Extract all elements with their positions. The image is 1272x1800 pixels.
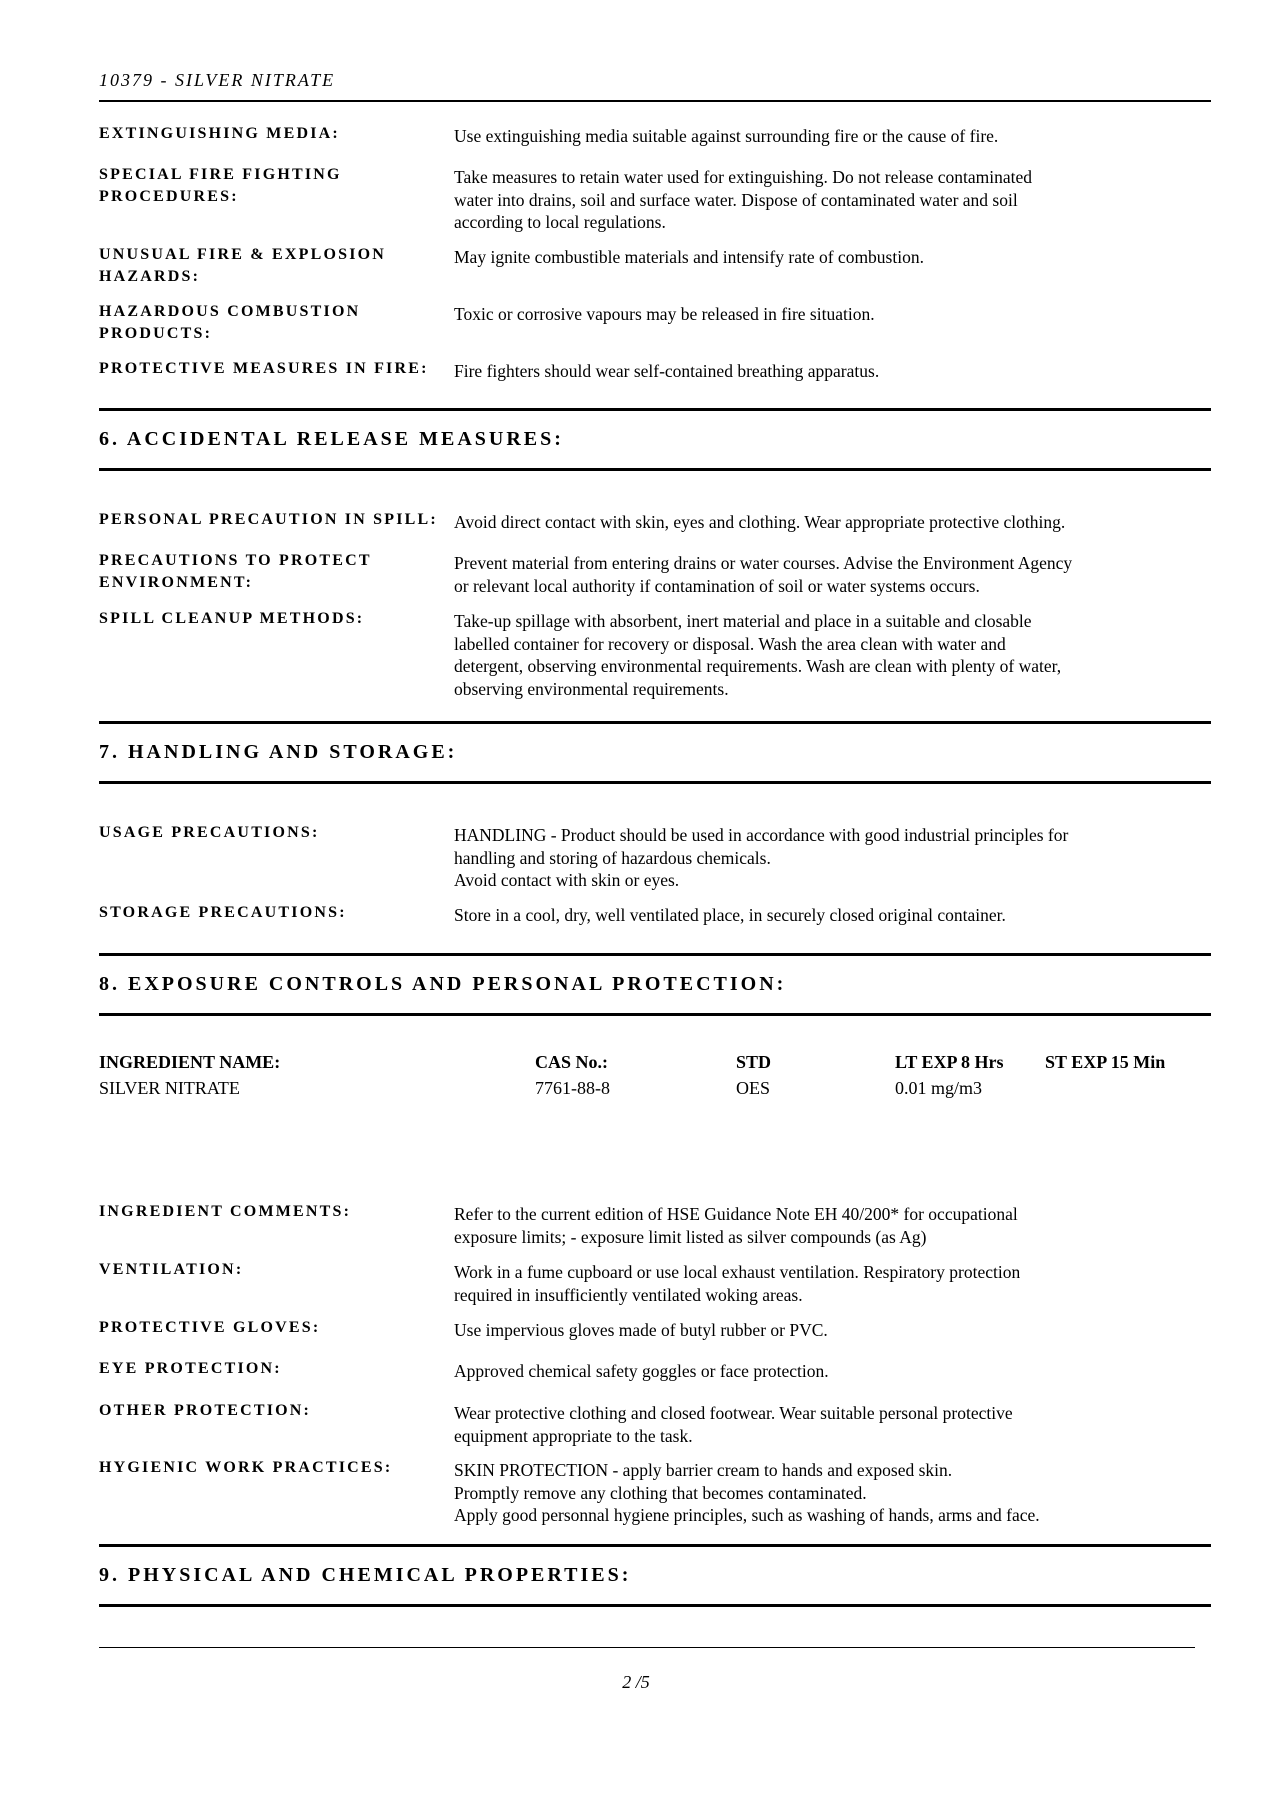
protective-measures-fire-label: PROTECTIVE MEASURES IN FIRE: xyxy=(99,360,429,377)
usage-precautions-value: HANDLING - Product should be used in accordance with good industrial principles for handling and storing of hazardous chemicals. Avoid contact with skin or eyes. xyxy=(454,825,1069,890)
extinguishing-media-value: Use extinguishing media suitable against surrounding fire or the cause of fire. xyxy=(454,126,999,146)
section-6-bottom-rule xyxy=(99,468,1211,471)
section-9-bottom-rule xyxy=(99,1604,1211,1607)
unusual-fire-hazards-label: UNUSUAL FIRE & EXPLOSION HAZARDS: xyxy=(99,246,387,285)
hygienic-practices-label: HYGIENIC WORK PRACTICES: xyxy=(99,1459,393,1476)
other-protection-value: Wear protective clothing and closed footwear. Wear suitable personal protective equipment appropriate to the task. xyxy=(454,1403,1013,1446)
ventilation-value: Work in a fume cupboard or use local exhaust ventilation. Respiratory protection required in insufficiently ventilated woking areas. xyxy=(454,1262,1021,1305)
ingredient-comments-label: INGREDIENT COMMENTS: xyxy=(99,1203,352,1220)
document-title: 10379 - SILVER NITRATE xyxy=(99,70,336,90)
spill-cleanup-value: Take-up spillage with absorbent, inert material and place in a suitable and closable labelled container for recovery or disposal. Wash the area clean with water and detergent, observing environmental requirements. Wash are clean with plenty of water, observing environmental requirements. xyxy=(454,611,1062,699)
table-header-ingredient: INGREDIENT NAME: xyxy=(99,1052,281,1072)
header-rule xyxy=(99,100,1211,102)
eye-protection-value: Approved chemical safety goggles or face protection. xyxy=(454,1361,829,1381)
personal-precaution-value: Avoid direct contact with skin, eyes and clothing. Wear appropriate protective clothing. xyxy=(454,512,1066,532)
protective-gloves-value: Use impervious gloves made of butyl rubber or PVC. xyxy=(454,1320,828,1340)
other-protection-label: OTHER PROTECTION: xyxy=(99,1402,312,1419)
spill-cleanup-label: SPILL CLEANUP METHODS: xyxy=(99,610,365,627)
table-cell-ingredient: SILVER NITRATE xyxy=(99,1078,240,1098)
protect-environment-label: PRECAUTIONS TO PROTECT ENVIRONMENT: xyxy=(99,552,372,591)
section-8-title: 8. EXPOSURE CONTROLS AND PERSONAL PROTECTION: xyxy=(99,973,787,995)
section-6-title: 6. ACCIDENTAL RELEASE MEASURES: xyxy=(99,428,564,450)
eye-protection-label: EYE PROTECTION: xyxy=(99,1360,282,1377)
section-7-title: 7. HANDLING AND STORAGE: xyxy=(99,741,458,763)
special-fire-fighting-label: SPECIAL FIRE FIGHTING PROCEDURES: xyxy=(99,166,342,205)
table-cell-lt-exp: 0.01 mg/m3 xyxy=(895,1078,983,1098)
unusual-fire-hazards-value: May ignite combustible materials and intensify rate of combustion. xyxy=(454,247,924,267)
footer-rule xyxy=(99,1647,1195,1648)
section-9-top-rule xyxy=(99,1544,1211,1547)
protective-gloves-label: PROTECTIVE GLOVES: xyxy=(99,1319,321,1336)
hygienic-practices-value: SKIN PROTECTION - apply barrier cream to hands and exposed skin. Promptly remove any clothing that becomes contaminated. Apply good personnal hygiene principles, such as washing of hands, arms and face. xyxy=(454,1460,1040,1525)
table-header-st-exp: ST EXP 15 Min xyxy=(1045,1052,1166,1072)
storage-precautions-label: STORAGE PRECAUTIONS: xyxy=(99,904,347,921)
personal-precaution-label: PERSONAL PRECAUTION IN SPILL: xyxy=(99,511,438,528)
section-8-top-rule xyxy=(99,953,1211,956)
section-6-top-rule xyxy=(99,408,1211,411)
section-8-bottom-rule xyxy=(99,1013,1211,1016)
extinguishing-media-label: EXTINGUISHING MEDIA: xyxy=(99,125,340,142)
section-9-title: 9. PHYSICAL AND CHEMICAL PROPERTIES: xyxy=(99,1564,632,1586)
ingredient-comments-value: Refer to the current edition of HSE Guidance Note EH 40/200* for occupational exposure limits; - exposure limit listed as silver compounds (as Ag) xyxy=(454,1204,1018,1247)
table-cell-std: OES xyxy=(736,1078,771,1098)
section-7-top-rule xyxy=(99,721,1211,724)
usage-precautions-label: USAGE PRECAUTIONS: xyxy=(99,824,320,841)
table-header-std: STD xyxy=(736,1052,772,1072)
special-fire-fighting-value: Take measures to retain water used for extinguishing. Do not release contaminated water into drains, soil and surface water. Dispose of contaminated water and soil according to local regulations. xyxy=(454,167,1033,232)
ventilation-label: VENTILATION: xyxy=(99,1261,244,1278)
hazardous-combustion-value: Toxic or corrosive vapours may be released in fire situation. xyxy=(454,304,875,324)
protective-measures-fire-value: Fire fighters should wear self-contained breathing apparatus. xyxy=(454,361,880,381)
table-header-lt-exp: LT EXP 8 Hrs xyxy=(895,1052,1004,1072)
table-header-cas: CAS No.: xyxy=(535,1052,609,1072)
table-cell-cas: 7761-88-8 xyxy=(535,1078,610,1098)
section-7-bottom-rule xyxy=(99,781,1211,784)
protect-environment-value: Prevent material from entering drains or water courses. Advise the Environment Agency or relevant local authority if contamination of soil or water systems occurs. xyxy=(454,553,1073,596)
page-number: 2 /5 xyxy=(622,1672,650,1692)
storage-precautions-value: Store in a cool, dry, well ventilated place, in securely closed original container. xyxy=(454,905,1006,925)
hazardous-combustion-label: HAZARDOUS COMBUSTION PRODUCTS: xyxy=(99,303,361,342)
